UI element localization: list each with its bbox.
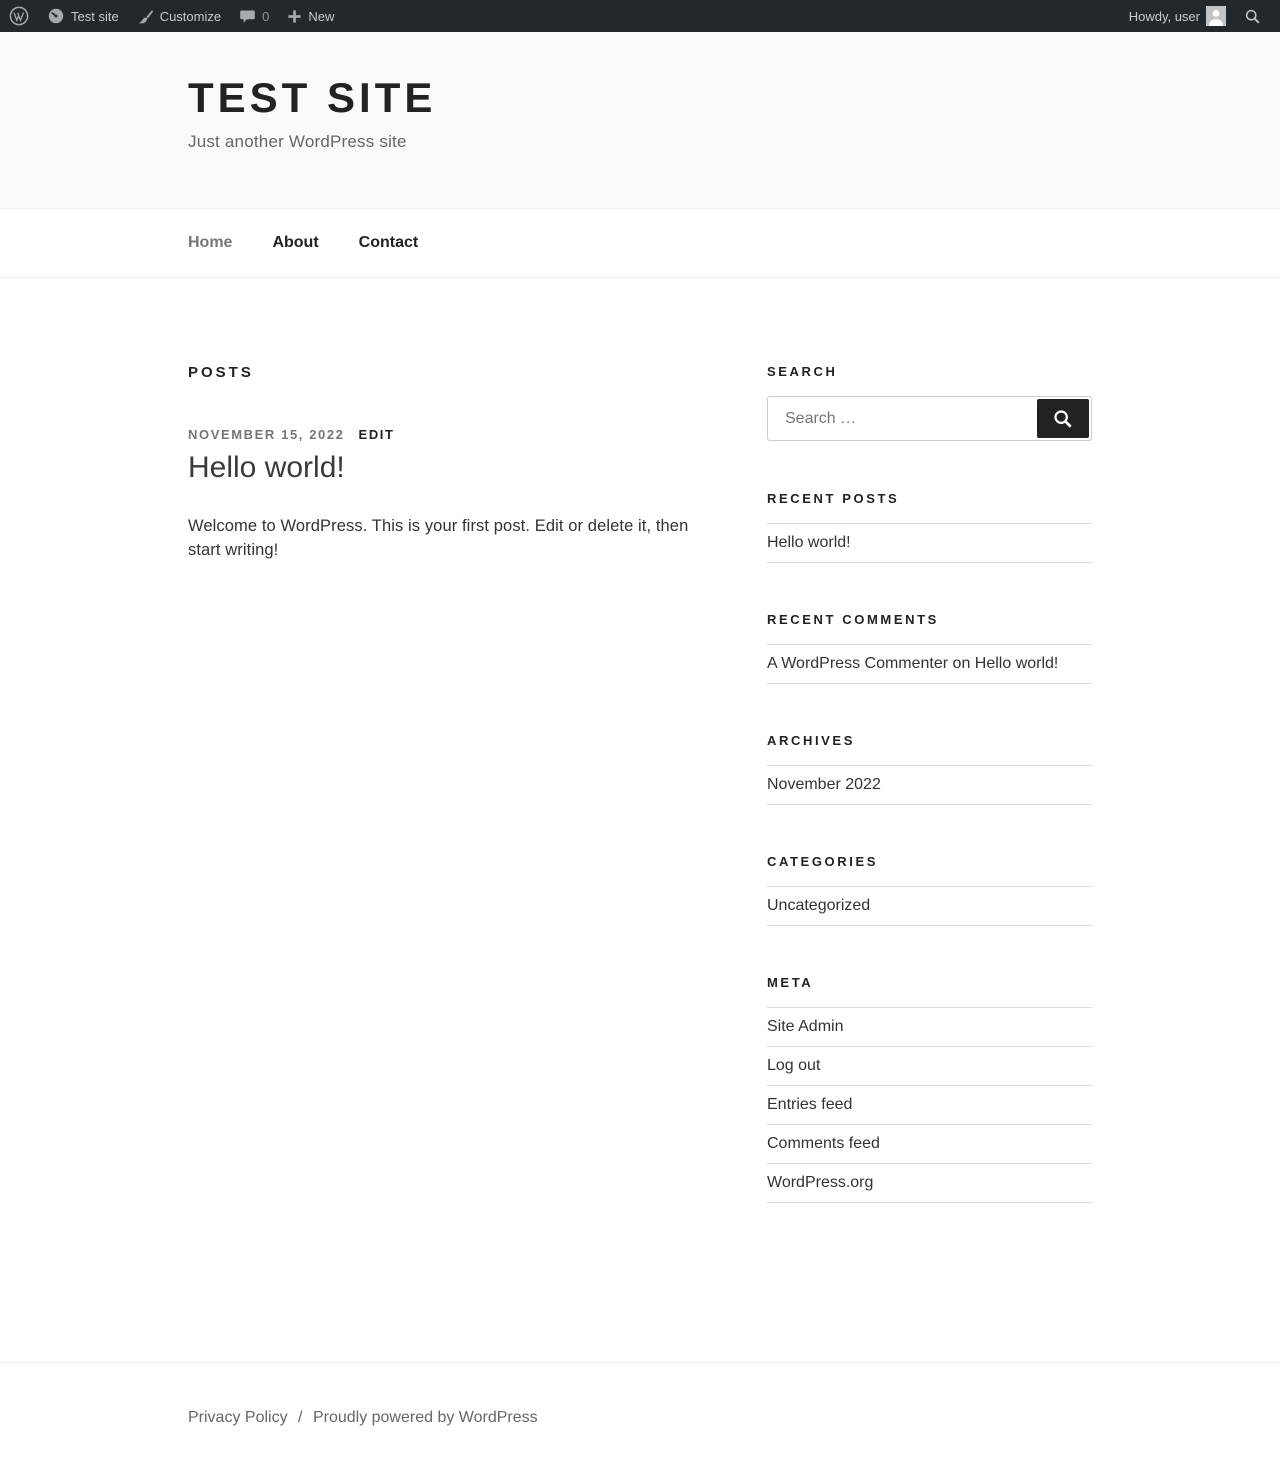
wordpress-logo-icon[interactable] [0, 0, 38, 32]
list-item [767, 1047, 1092, 1086]
adminbar-site-link[interactable] [38, 0, 128, 32]
post-edit-link[interactable]: EDIT [358, 427, 395, 442]
list-item [767, 645, 1092, 684]
posts-column [188, 364, 712, 1252]
recent-comments-widget [767, 612, 1092, 684]
powered-by-link[interactable]: Proudly powered by WordPress [312, 1409, 538, 1426]
site-title-link[interactable]: TEST SITE [188, 74, 437, 121]
post-title-link[interactable]: Hello world! [188, 451, 345, 484]
list-item [767, 1086, 1092, 1125]
sidebar [767, 364, 1092, 1252]
user-avatar-icon [1206, 6, 1226, 26]
privacy-policy-link[interactable]: Privacy Policy [188, 1409, 288, 1426]
list-item [767, 1125, 1092, 1164]
search-icon [1052, 408, 1074, 430]
site-tagline: Just another WordPress site [188, 132, 407, 151]
adminbar-my-account-link[interactable] [1120, 0, 1235, 32]
wp-admin-bar [0, 0, 1280, 32]
paintbrush-icon [137, 8, 154, 25]
comment-connector: on [948, 655, 975, 672]
wordpress-org-link[interactable]: WordPress.org [767, 1174, 874, 1191]
adminbar-customize-link[interactable] [128, 0, 230, 32]
search-form [767, 396, 1092, 441]
archives-widget [767, 733, 1092, 805]
search-submit-button[interactable] [1037, 399, 1089, 438]
list-item [767, 1008, 1092, 1047]
meta-title: META [767, 975, 814, 990]
categories-widget [767, 854, 1092, 926]
footer-separator: / [298, 1409, 303, 1426]
nav-item-about[interactable]: About [272, 234, 319, 251]
search-widget-title: SEARCH [767, 364, 838, 379]
dashboard-gauge-icon [47, 7, 65, 25]
nav-item-contact[interactable]: Contact [358, 234, 419, 251]
site-header [0, 32, 1280, 208]
post-hello-world [188, 427, 712, 563]
categories-title: CATEGORIES [767, 854, 878, 869]
recent-posts-title: RECENT POSTS [767, 491, 900, 506]
archives-title: ARCHIVES [767, 733, 855, 748]
post-body: Welcome to WordPress. This is your first post. Edit or delete it, then start writing! [188, 517, 689, 560]
avatar [1206, 6, 1226, 26]
search-icon [1244, 8, 1261, 25]
wordpress-logo-icon [9, 6, 29, 26]
post-date-link[interactable]: NOVEMBER 15, 2022 [188, 427, 345, 442]
list-item [767, 1164, 1092, 1203]
recent-posts-widget [767, 491, 1092, 563]
entries-feed-link[interactable]: Entries feed [767, 1096, 853, 1113]
adminbar-search-icon[interactable] [1235, 0, 1270, 32]
search-widget [767, 364, 1092, 441]
nav-item-home[interactable]: Home [188, 234, 233, 251]
comment-post-link[interactable]: Hello world! [974, 655, 1059, 672]
list-item [767, 766, 1092, 805]
adminbar-comment-count: 0 [262, 8, 270, 24]
comment-bubble-icon [239, 8, 256, 25]
adminbar-new-label: New [308, 8, 335, 24]
recent-comments-title: RECENT COMMENTS [767, 612, 939, 627]
comment-author-link[interactable]: A WordPress Commenter [767, 655, 949, 672]
site-admin-link[interactable]: Site Admin [767, 1018, 844, 1035]
adminbar-customize-label: Customize [159, 8, 222, 24]
main-navigation [0, 208, 1280, 278]
page-title: POSTS [188, 364, 254, 381]
site-footer [0, 1362, 1280, 1479]
list-item [767, 524, 1092, 563]
content-area [188, 278, 1092, 1362]
adminbar-site-name: Test site [71, 8, 119, 24]
adminbar-comments-link[interactable] [230, 0, 278, 32]
adminbar-new-link[interactable] [278, 0, 343, 32]
list-item [767, 887, 1092, 926]
meta-widget [767, 975, 1092, 1203]
recent-post-link[interactable]: Hello world! [767, 534, 851, 551]
category-link[interactable]: Uncategorized [767, 897, 871, 914]
adminbar-howdy-label: Howdy, user [1128, 8, 1200, 24]
comments-feed-link[interactable]: Comments feed [767, 1135, 880, 1152]
plus-icon [287, 9, 302, 24]
log-out-link[interactable]: Log out [767, 1057, 821, 1074]
archive-link[interactable]: November 2022 [767, 776, 881, 793]
